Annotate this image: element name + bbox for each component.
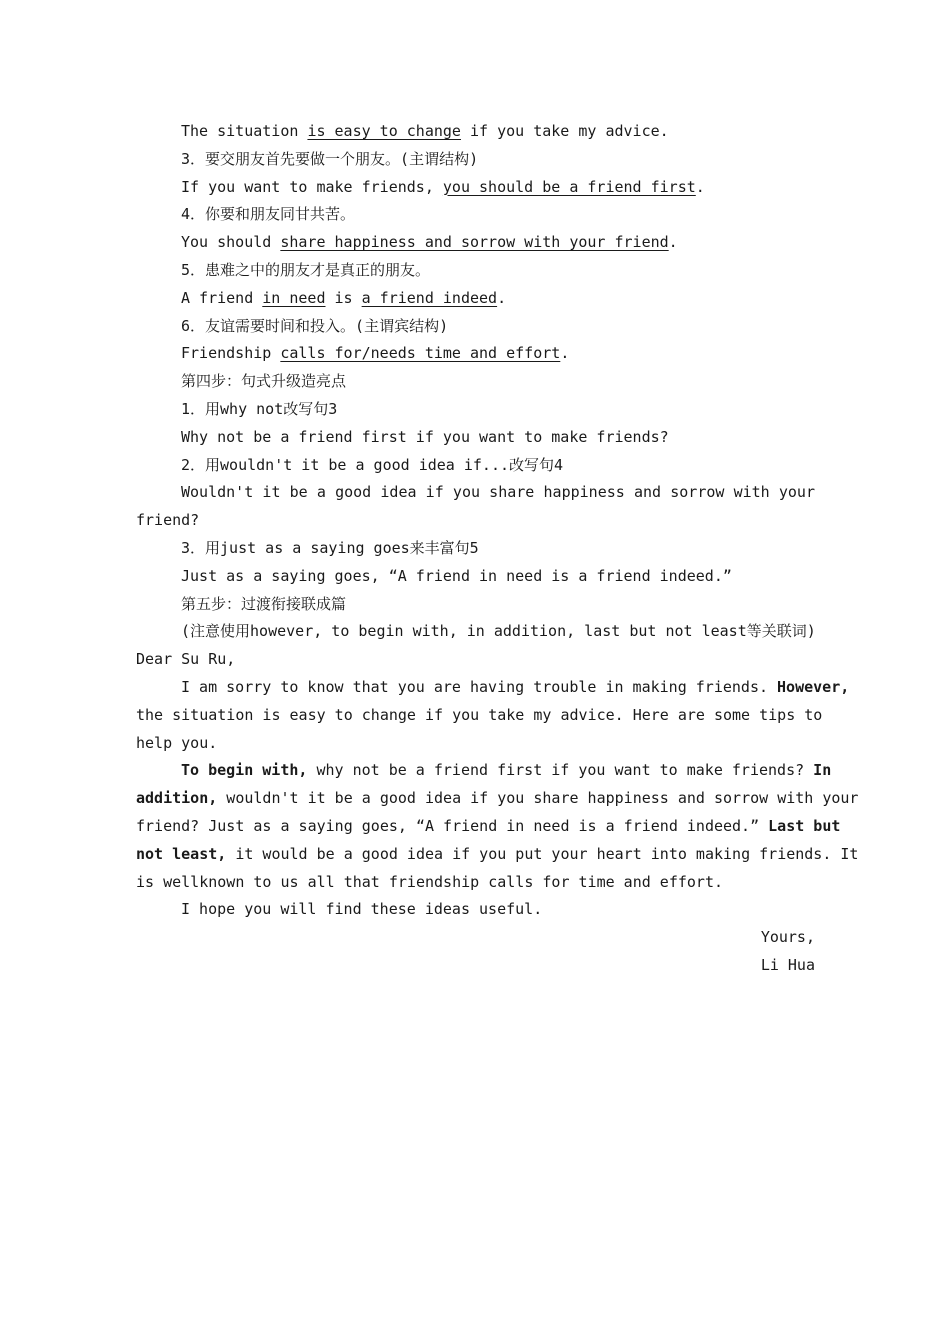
exercise-prompt-4: 4．你要和朋友同甘共苦。 <box>181 205 356 224</box>
step-5-heading: 第五步：过渡衔接联成篇 <box>181 594 347 613</box>
letter-closing: Yours, <box>760 928 815 947</box>
rewrite-answer-3: Just as a saying goes, “A friend in need is a friend indeed.” <box>181 566 732 585</box>
transition-word: not least, <box>136 844 227 863</box>
blank-answer: in need <box>262 288 326 307</box>
rewrite-answer-1: Why not be a friend first if you want to make friends? <box>181 427 669 446</box>
exercise-prompt-5: 5．患难之中的朋友才是真正的朋友。 <box>181 260 431 279</box>
answer-line-6: Friendship calls for/needs time and effort. <box>181 344 570 363</box>
exercise-prompt-6: 6．友谊需要时间和投入。(主谓宾结构) <box>181 316 449 335</box>
letter-signature: Li Hua <box>760 955 815 974</box>
answer-line-5: A friend in need is a friend indeed. <box>181 288 507 307</box>
document-page <box>136 118 859 980</box>
answer-line-3: If you want to make friends, you should be a friend first. <box>181 177 705 196</box>
step-5-note: (注意使用however, to begin with, in addition, last but not least等关联词) <box>181 622 816 641</box>
rewrite-prompt-1: 1．用why not改写句3 <box>181 399 338 418</box>
step-4-heading: 第四步：句式升级造亮点 <box>181 372 347 391</box>
transition-word: In <box>813 761 832 780</box>
blank-answer: share happiness and sorrow with your friend <box>280 233 669 252</box>
rewrite-answer-2: Wouldn't it be a good idea if you share happiness and sorrow with your <box>181 483 815 502</box>
transition-word: However, <box>777 677 850 696</box>
exercise-prompt-3: 3．要交朋友首先要做一个朋友。(主谓结构) <box>181 149 479 168</box>
blank-answer: calls for/needs time and effort <box>280 344 561 363</box>
rewrite-answer-2-cont: friend? <box>136 511 200 530</box>
blank-answer: is easy to change <box>307 122 461 140</box>
answer-line-1: The situation is easy to change if you take my advice. <box>181 122 669 140</box>
rewrite-prompt-2: 2．用wouldn't it be a good idea if...改写句4 <box>181 455 564 474</box>
letter-salutation: Dear Su Ru, <box>136 650 236 669</box>
letter-paragraph-2: To begin with, why not be a friend first if you want to make friends? In addition, wouldn't it be a good idea if you share happiness and sorrow with your friend? Just as a saying goes, “A friend in need is a friend indeed.” Last but not least, it would be a good idea if you put your heart into making friends. It is wellknown to us all that friendship calls for time and effort. <box>136 761 859 891</box>
answer-line-4: You should share happiness and sorrow with your friend. <box>181 233 678 252</box>
rewrite-prompt-3: 3．用just as a saying goes来丰富句5 <box>181 538 479 557</box>
transition-word: To begin with, <box>181 761 308 780</box>
letter-paragraph-3: I hope you will find these ideas useful. <box>181 900 543 919</box>
letter-paragraph-1: I am sorry to know that you are having trouble in making friends. However, the situation is easy to change if you take my advice. Here are some tips to help you. <box>136 677 850 752</box>
transition-word: Last but <box>768 816 841 835</box>
transition-word: addition, <box>136 789 218 808</box>
blank-answer: a friend indeed <box>361 288 498 307</box>
blank-answer: you should be a friend first <box>442 177 696 196</box>
